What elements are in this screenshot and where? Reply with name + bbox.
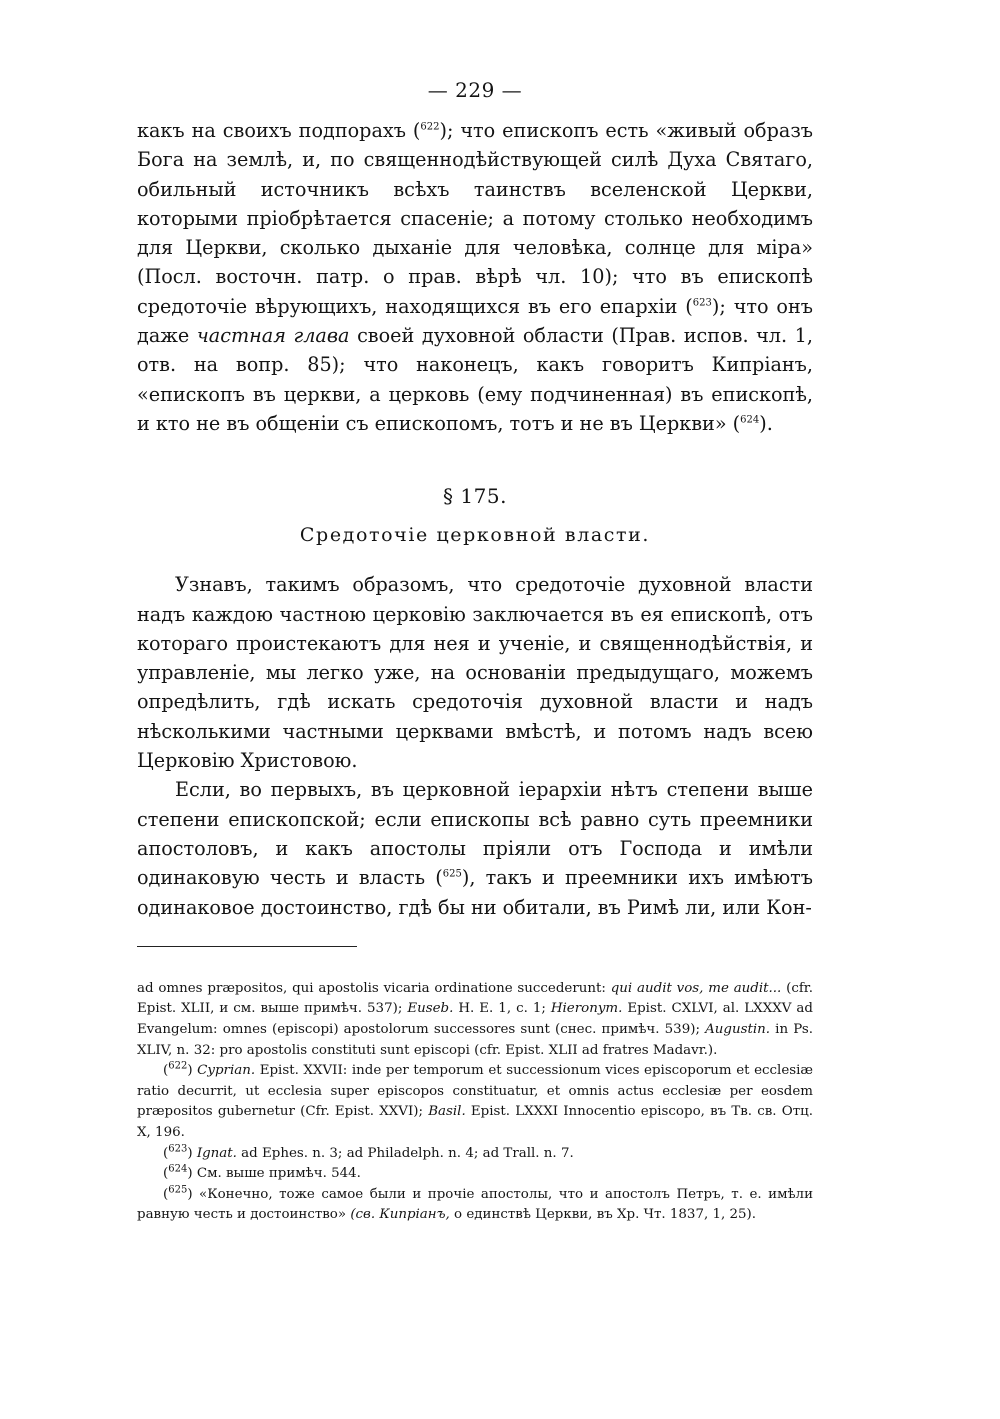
text-run: ); что епископъ есть «живый образъ Бога на землѣ, и, по священнодѣйствующей силѣ Духа Святаго, обильный источникъ всѣхъ таинствъ вселенской Церкви, которыми пріобрѣтается спасеніе; а потому столько необходимъ для Церкви, сколько дыханіе для человѣка, солнце для міра» (Посл. восточн. патр. о прав. вѣрѣ чл. 10); что въ епископѣ средоточіе вѣрующихъ, находящихся въ его епархіи ( — [137, 119, 813, 318]
text-run: ad omnes præpositos, qui apostolis vicaria ordinatione succederunt: — [137, 980, 611, 996]
footnote-number: 623 — [168, 1143, 188, 1155]
footnote-623: ($^{623}$) Ignat. ad Ephes. n. 3; ad Philadelph. n. 4; ad Trall. n. 7. — [163, 1143, 574, 1161]
text-run: Если, во первыхъ, въ церковной іерархіи нѣтъ степени выше степени епископской; если епископы всѣ равно суть преемники апостоловъ, и какъ апостолы пріяли отъ Господа и имѣли одинаковую честь и власть ( — [137, 778, 813, 890]
italic-text: Augustin. — [705, 1022, 771, 1038]
text-run: ). — [759, 411, 773, 435]
footnote-reference[interactable]: 622 — [420, 121, 440, 133]
footnote-reference[interactable]: 625 — [442, 868, 462, 880]
paragraph: Узнавъ, такимъ образомъ, что средоточіе духовной власти надъ каждою частною церковію заключается въ ея епископѣ, отъ котораго проистекаютъ для нея и ученіе, и священнодѣйствія, и управленіе, мы легко уже, на основаніи предыдущаго, можемъ опредѣлить, гдѣ искать средоточія духовной власти и надъ нѣсколькими частными церквами вмѣстѣ, и потомъ надъ всею Церковію Христовою. — [137, 573, 813, 773]
text-run: какъ на своихъ подпорахъ ( — [137, 119, 421, 142]
text-run: своей духовной области (Прав. испов. чл. 1, отв. на вопр. 85); что наконецъ, какъ говоритъ Кипріанъ, «епископъ въ церкви, а церковь (ему подчиненная) въ епископѣ, и кто не въ общеніи съ епископомъ, тотъ и не въ Церкви» ( — [137, 324, 813, 435]
footnote-624: ($^{624}$) См. выше примѣч. 544. — [163, 1163, 361, 1182]
text-run: ); что онъ даже — [137, 294, 813, 348]
text-run: H. E. 1, c. 1; — [453, 1001, 551, 1017]
text-run: См. выше примѣч. 544. — [192, 1166, 361, 1182]
book-page — [137, 78, 813, 1226]
section-number: § 175. — [443, 484, 507, 509]
footnote-continued — [137, 979, 813, 1061]
italic-text: qui audit vos, me audit... — [610, 980, 782, 996]
italic-text: Basil. — [428, 1104, 466, 1120]
text-run: Epist. XXVII: inde per temporum et successionum vices episcoporum et ecclesiæ ratio decurrit, ut ecclesia super episcopos constituatur, et omnis actus ecclesiæ per eosdem præpositos gubernetur (Cfr. Epist. XXVI); — [137, 1063, 813, 1120]
text-run: Epist. CXLVI, al. LXXXV ad Evangelum: omnes (episcopi) apostolorum successores sunt (снес. примѣч. 539); — [137, 1001, 813, 1038]
italic-text: Ignat. — [196, 1145, 237, 1161]
italic-text: частная глава — [196, 324, 350, 348]
italic-text: Cyprian. — [197, 1063, 256, 1079]
text-run: ad Ephes. n. 3; ad Philadelph. n. 4; ad Trall. n. 7. — [236, 1145, 574, 1161]
footnote-number: 624 — [168, 1163, 188, 1175]
italic-text: Hieronym. — [550, 1001, 623, 1017]
footnotes — [137, 979, 813, 1226]
paragraph-continued — [137, 116, 813, 438]
paragraph — [137, 775, 813, 921]
footnote-625: ($^{625}$) «Конечно, тоже самое были и прочіе апостолы, что и апостолъ Петръ, т. е. имѣли равную честь и достоинство» (св. Кипріанъ, о единствѣ Церкви, въ Хр. Чт. 1837, 1, 25). — [137, 1184, 813, 1223]
page-number: — 229 — — [427, 78, 523, 102]
text-run: Epist. LXXXI Innocentio episcopo, въ Тв. св. Отц. X, 196. — [137, 1104, 813, 1140]
footnote-622: ($^{622}$) Cyprian. Epist. XXVII: inde per temporum et successionum vices episcoporum et ecclesiæ ratio decurrit, ut ecclesia super episcopos constituatur, et omnis actus ecclesiæ per eosdem præpositos gubernetur (Cfr. Epist. XXVI); Basil. Epist. LXXXI Innocentio episcopo, въ Тв. св. Отц. X, 196. — [137, 1060, 813, 1140]
footnote-reference[interactable]: 624 — [740, 414, 760, 426]
footnote-number: 622 — [168, 1060, 188, 1072]
footnote-reference[interactable]: 623 — [692, 297, 712, 309]
footnote-separator — [137, 946, 357, 947]
text-run: ), такъ и преемники ихъ имѣютъ одинаковое достоинство, гдѣ бы ни обитали, въ Римѣ ли, или Кон- — [137, 866, 813, 919]
text-run: (cfr. Epist. XLII, и см. выше примѣч. 537); — [137, 980, 813, 1017]
text-run: «Конечно, тоже самое были и прочіе апостолы, что и апостолъ Петръ, т. е. имѣли равную честь и достоинство» — [137, 1186, 813, 1223]
text-run: in Ps. XLIV, n. 32: pro apostolis constituti sunt episcopi (cfr. Epist. XLII ad fratres Madavr.). — [137, 1022, 813, 1058]
italic-text: (св. Кипріанъ, — [350, 1207, 450, 1223]
text-run: о единствѣ Церкви, въ Хр. Чт. 1837, 1, 25). — [449, 1207, 757, 1223]
section-title: Средоточіе церковной власти. — [299, 524, 651, 547]
italic-text: Euseb. — [407, 1001, 454, 1017]
footnote-number: 625 — [168, 1184, 188, 1196]
